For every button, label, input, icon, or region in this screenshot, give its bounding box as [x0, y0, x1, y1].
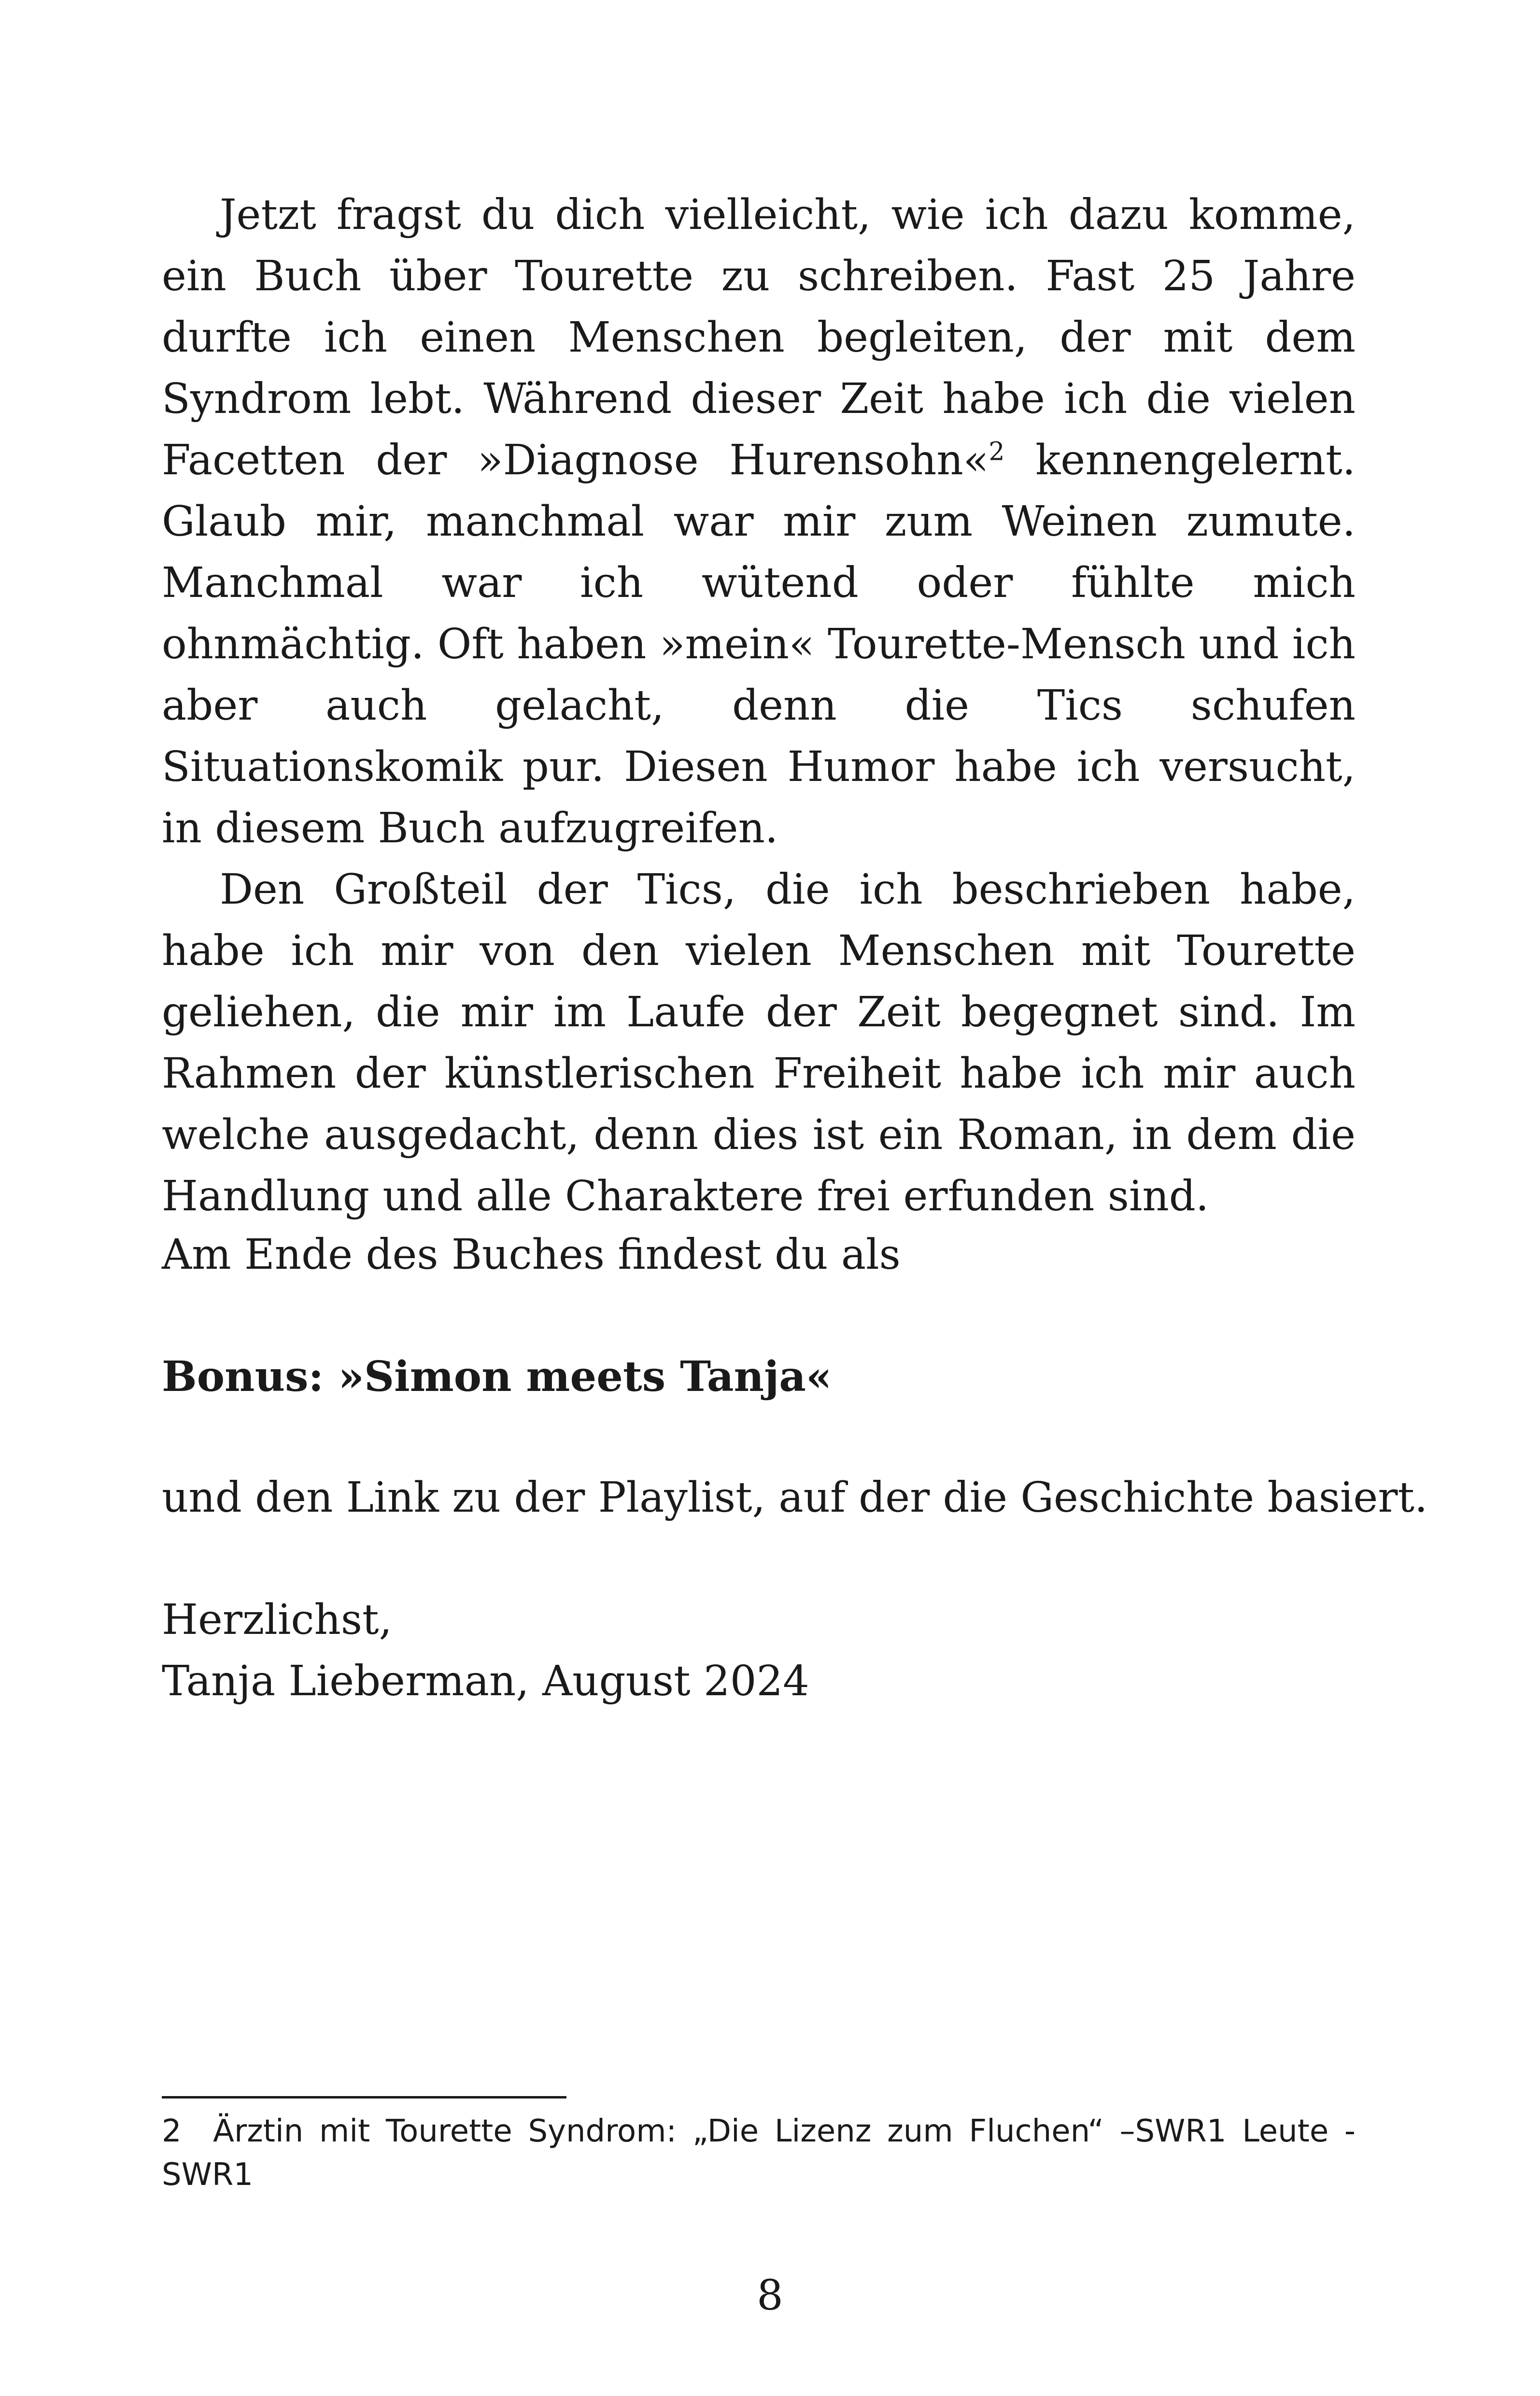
paragraph-1-text-a: Jetzt fragst du dich vielleicht, wie ich dazu komme, ein Buch über Tourette zu schreiben. Fast 25 Jahre durfte ich einen Menschen begleiten, der mit dem Syndrom lebt. Während dieser Zeit habe ich die vielen Facetten der »Diagnose Hurensohn«	[162, 191, 1356, 484]
signature: Tanja Lieberman, August 2024	[162, 1657, 809, 1705]
main-text	[162, 184, 1356, 1227]
page-number: 8	[757, 2271, 783, 2320]
footnote-divider	[162, 2096, 566, 2098]
footnote-reference: 2	[989, 437, 1005, 467]
paragraph-2: Den Großteil der Tics, die ich beschrieben habe, habe ich mir von den vielen Menschen mit Tourette geliehen, die mir im Laufe der Zeit begegnet sind. Im Rahmen der künstlerischen Freiheit habe ich mir auch welche ausgedacht, denn dies ist ein Roman, in dem die Handlung und alle Charaktere frei erfunden sind.	[162, 865, 1356, 1220]
footnote-number: 2	[162, 2113, 182, 2149]
bonus-title: Bonus: »Simon meets Tanja«	[162, 1352, 832, 1401]
closing: Herzlichst,	[162, 1596, 392, 1644]
footnote	[162, 2110, 1356, 2197]
paragraph-1	[162, 184, 1356, 859]
paragraph-1-text-b: kennengelernt. Glaub mir, manchmal war mir zum Weinen zumute. Manchmal war ich wütend oder fühlte mich ohnmächtig. Oft haben »mein« Tourette-Mensch und ich aber auch gelacht, denn die Tics schufen Situationskomik pur. Diesen Humor habe ich versucht, in diesem Buch aufzugreifen.	[162, 436, 1356, 852]
footnote-text: Ärztin mit Tourette Syndrom: „Die Lizenz zum Fluchen“ –SWR1 Leute - SWR1	[162, 2113, 1356, 2193]
playlist-line: und den Link zu der Playlist, auf der die Geschichte basiert.	[162, 1474, 1428, 1522]
end-intro: Am Ende des Buches findest du als	[162, 1231, 901, 1279]
